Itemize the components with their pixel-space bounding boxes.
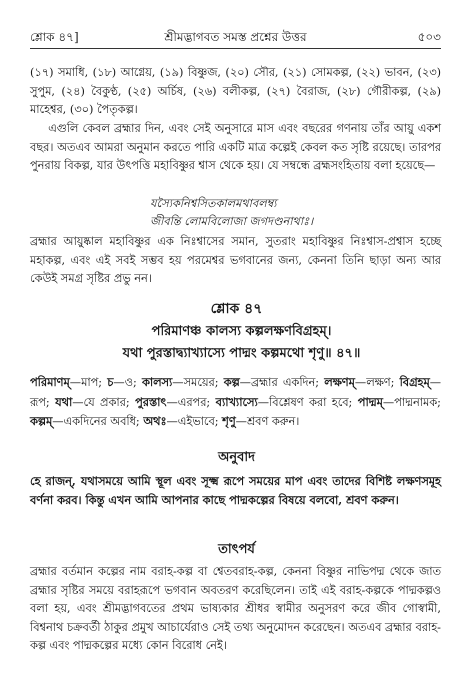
wm-term-10: পাদ্মম্ (357, 394, 383, 409)
wm-meaning-3: সময়ের; (183, 376, 219, 389)
wm-term-8: পুরস্তাৎ (135, 394, 167, 409)
wm-meaning-9: বিশ্লেষণ করা হবে; (269, 395, 353, 409)
kalpa-list-paragraph: (১৭) সমাধি, (১৮) আগ্নেয়, (১৯) বিষ্ণুজ, (২০) সৌর, (২১) সোমকল্প, (২২) ভাবন, (২৩) সুপুম, (২৪) বৈকুণ্ঠ, (২৫) অর্চিষ, (২৬) বলীকল্প, (২৭) বৈরাজ, (২৮) গৌরীকল্প, (২৯) মাহেশ্বর, (৩০) পৈতৃকল্প। (30, 66, 441, 116)
running-header (30, 26, 441, 49)
wm-term-13: শৃণু (222, 414, 236, 428)
wm-term-6: বিগ্রহম্ (399, 375, 430, 389)
quote-line-1: যস্যৈকনিশ্বসিতকালমথাবলম্ব্য (150, 197, 277, 210)
lifespan-paragraph: ব্রহ্মার আয়ুষ্কাল মহাবিষ্ণুর এক নিঃশ্বাসের সমান, সুতরাং মহাবিষ্ণুর নিঃশ্বাস-প্রশ্বাস হচ্ছে মহাকল্প, এবং এই সবই সম্ভব হয় পরমেশ্বর ভগবানের জন্য, কেননা তিনি ছাড়া অন্য আর কেউই সমগ্র সৃষ্টির প্রভু নন। (30, 235, 441, 285)
wm-meaning-6: রূপ; (30, 395, 50, 409)
wm-meaning-10: পাদ্মনামক; (394, 395, 441, 409)
wm-term-12: অথঃ (143, 414, 167, 428)
translation-text: হে রাজন্, যথাসময়ে আমি স্থূল এবং সূক্ষ্ম রূপে সময়ের মাপ এবং তাদের বিশিষ্ট লক্ষণসমূহ বর্ণনা করব। কিন্তু এখন আমি আপনার কাছে পাদ্মকল্পের বিষয়ে বলবো, শ্রবণ করুন। (30, 474, 441, 507)
verse-line-1: পরিমাণঞ্চ কালস্য কল্পলক্ষণবিগ্রহম্। (151, 324, 332, 339)
verse-heading: শ্লোক ৪৭ (210, 301, 263, 317)
wm-term-1: পরিমাণম্ (30, 375, 70, 389)
wm-meaning-5: লক্ষণ; (366, 376, 395, 389)
wm-meaning-2: ও; (124, 376, 137, 389)
wm-meaning-7: যে প্রকার; (83, 395, 130, 409)
quote-line-2: জীবন্তি লোমবিলোজা জগদণ্ডনাথাঃ। (150, 215, 314, 228)
header-verse-ref: শ্লোক ৪৭] (30, 30, 79, 44)
wm-term-11: কল্পম্ (30, 414, 53, 428)
translation-heading: অনুবাদ (218, 450, 255, 465)
wm-term-3: কালস্য (141, 375, 173, 389)
wm-meaning-13: শ্রবণ করুন। (246, 415, 300, 428)
wm-meaning-11: একদিনের অবধি; (63, 415, 140, 428)
wm-term-7: যথা (55, 394, 73, 409)
brahma-samhita-quote (150, 195, 313, 231)
wm-term-4: কল্প (223, 375, 240, 389)
sanskrit-verse (80, 321, 403, 365)
wm-meaning-12: এইভাবে; (177, 415, 219, 428)
page-number: ৫০৩ (417, 30, 441, 44)
purport-text: ব্রহ্মার বর্তমান কল্পের নাম বরাহ-কল্প বা শ্বেতবরাহ-কল্প, কেননা বিষ্ণুর নাভিপদ্ম থেকে জাত ব্রহ্মার সৃষ্টির সময়ে বরাহরূপে ভগবান অবতরণ করেছিলেন। তাই এই বরাহ-কল্পকে পাদ্মকল্পও বলা হয়, এবং শ্রীমদ্ভাগবতের প্রথম ভাষ্যকার শ্রীধর স্বামীর অনুসরণ করে জীব গোস্বামী, বিশ্বনাথ চক্রবর্তী ঠাকুর প্রমুখ আচার্যেরাও সেই তথ্য অনুমোদন করেছেন। অতএব ব্রহ্মার বরাহ-কল্প এবং পাদ্মকল্পের মধ্যে কোন বিরোধ নেই। (30, 565, 441, 652)
wm-term-9: ব্যাখ্যাস্যে (215, 394, 258, 409)
purport-heading: তাৎপর্য (218, 542, 255, 557)
wm-term-2: চ (107, 375, 114, 389)
explanation-paragraph: এগুলি কেবল ব্রহ্মার দিন, এবং সেই অনুসারে মাস এবং বছরের গণনায় তাঁর আয়ু একশ বছর। অতএব আমরা অনুমান করতে পারি একটি মাত্র কল্পেই কেবল কত সৃষ্টি রয়েছে। তারপর পুনরায় বিকল্প, যার উৎপত্তি মহাবিষ্ণুর শ্বাস থেকে হয়। যে সম্বন্ধে ব্রহ্মসংহিতায় বলা হয়েছে— (30, 122, 441, 172)
verse-line-2: যথা পুরস্তাদ্ব্যাখ্যাস্যে পাদ্মং কল্পমথো শৃণু॥ ৪৭॥ (122, 346, 361, 361)
wm-meaning-1: মাপ; (81, 376, 103, 389)
header-title: শ্রীমদ্ভাগবত সমস্ত প্রশ্নের উত্তর (164, 30, 307, 44)
wm-meaning-4: ব্রহ্মার একদিন; (250, 376, 320, 389)
wm-meaning-8: এরপর; (177, 395, 211, 409)
wm-term-5: লক্ষণম্ (324, 375, 355, 389)
word-meanings: পরিমাণম্—মাপ; চ—ও; কালস্য—সময়ের; কল্প—ব্রহ্মার একদিন; লক্ষণম্—লক্ষণ; বিগ্রহম্—রূপ; যথা—যে প্রকার; পুরস্তাৎ—এরপর; ব্যাখ্যাস্যে—বিশ্লেষণ করা হবে; পাদ্মম্—পাদ্মনামক; কল্পম্—একদিনের অবধি; অথঃ—এইভাবে; শৃণু—শ্রবণ করুন। (30, 375, 442, 428)
